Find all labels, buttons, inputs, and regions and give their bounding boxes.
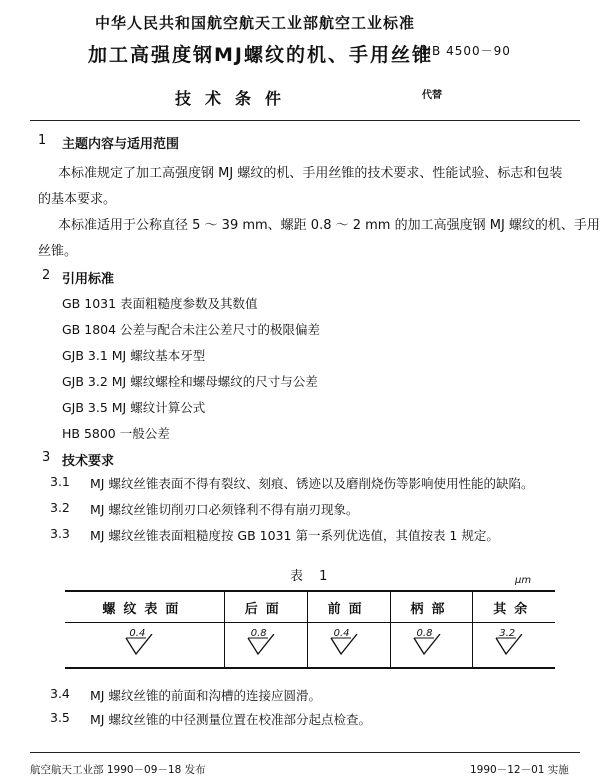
roughness-symbol [412,628,452,658]
table-header-row [65,591,555,623]
clause-number: 3.2 [50,500,70,515]
reference-item: GB 1804 公差与配合未注公差尺寸的极限偏差 [62,322,321,337]
table-caption: 表 1 [290,569,334,584]
table-cell [473,623,555,669]
section-2-title: 引用标准 [62,272,115,287]
clause-number: 3.3 [50,526,70,541]
clause-text: MJ 螺纹丝锥表面不得有裂纹、刻痕、锈迹以及磨削烧伤等影响使用性能的缺陷。 [90,476,534,491]
table-row [65,623,555,669]
roughness-value: 0.4 [333,628,350,639]
header-divider [30,120,580,121]
effective-date: 1990－12－01 实施 [470,764,569,776]
section-1-para-1-cont: 的基本要求。 [38,192,117,207]
issuing-organization: 中华人民共和国航空航天工业部航空工业标准 [95,14,416,32]
table-header-cell: 前面 [307,591,390,623]
clause-text: MJ 螺纹丝锥切削刃口必须锋利不得有崩刃现象。 [90,502,359,517]
roughness-value: 0.4 [129,628,146,639]
clause-text: MJ 螺纹丝锥的前面和沟槽的连接应圆滑。 [90,688,321,703]
section-1-para-2-cont: 丝锥。 [38,244,78,259]
table-cell [307,623,390,669]
section-3-number: 3 [42,450,51,465]
table-header-cell: 柄部 [390,591,473,623]
section-1-title: 主题内容与适用范围 [62,137,180,152]
roughness-value: 0.8 [416,628,433,639]
reference-item: GB 1031 表面粗糙度参数及其数值 [62,296,258,311]
section-3-title: 技术要求 [62,454,115,469]
roughness-symbol [494,628,534,658]
clause-number: 3.1 [50,474,70,489]
clause-text: MJ 螺纹丝锥的中径测量位置在校准部分起点检查。 [90,712,371,727]
section-2-number: 2 [42,268,51,283]
reference-item: GJB 3.1 MJ 螺纹基本牙型 [62,348,206,363]
replaces-label: 代替 [422,90,442,101]
reference-item: HB 5800 一般公差 [62,426,170,441]
roughness-value: 3.2 [499,628,516,639]
footer-divider [30,752,580,753]
roughness-value: 0.8 [250,628,267,639]
table-cell [224,623,307,669]
table-header-cell: 其余 [473,591,555,623]
roughness-table [65,590,555,669]
roughness-symbol [329,628,369,658]
table-header-cell: 后面 [224,591,307,623]
table-cell [65,623,224,669]
table-header-cell: 螺纹表面 [65,591,224,623]
standard-number: HB 4500－90 [422,44,511,58]
issue-date: 航空航天工业部 1990－09－18 发布 [30,764,206,776]
clause-number: 3.5 [50,710,70,725]
roughness-symbol [246,628,286,658]
section-1-number: 1 [38,133,47,148]
section-1-para-1: 本标准规定了加工高强度钢 MJ 螺纹的机、手用丝锥的技术要求、性能试验、标志和包装 [58,166,563,181]
document-subtitle: 技术条件 [175,89,296,108]
reference-item: GJB 3.2 MJ 螺纹螺栓和螺母螺纹的尺寸与公差 [62,374,318,389]
section-1-para-2: 本标准适用于公称直径 5 ～ 39 mm、螺距 0.8 ～ 2 mm 的加工高强度钢 MJ 螺纹的机、手用 [58,218,600,233]
reference-item: GJB 3.5 MJ 螺纹计算公式 [62,400,206,415]
clause-text: MJ 螺纹丝锥表面粗糙度按 GB 1031 第一系列优选值，其值按表 1 规定。 [90,528,499,543]
clause-number: 3.4 [50,686,70,701]
table-unit: μm [515,575,532,586]
roughness-symbol [124,628,164,658]
document-title: 加工高强度钢MJ螺纹的机、手用丝锥 [88,44,433,66]
table-cell [390,623,473,669]
